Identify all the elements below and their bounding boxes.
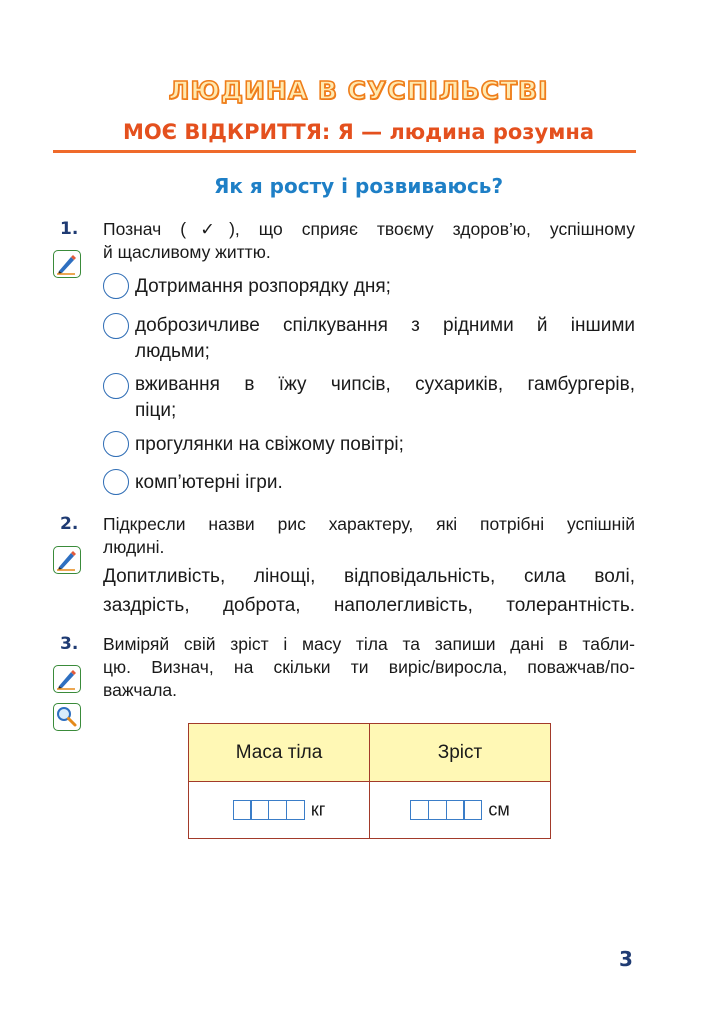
option-checkbox-3[interactable] — [103, 373, 129, 399]
task-2-number: 2. — [60, 514, 79, 534]
digit-box[interactable] — [410, 800, 429, 820]
option-4-text: прогулянки на свіжому повітрі; — [135, 434, 404, 455]
task-2-text — [103, 513, 635, 559]
option-checkbox-2[interactable] — [103, 313, 129, 339]
task-1-text — [103, 218, 635, 264]
table-header-height: Зріст — [370, 724, 551, 782]
character-traits — [103, 562, 635, 620]
task-3-number: 3. — [60, 634, 79, 654]
pencil-write-icon — [53, 546, 81, 574]
page-number: 3 — [619, 947, 633, 971]
mass-unit: кг — [310, 799, 326, 820]
digit-box[interactable] — [446, 800, 465, 820]
option-2-text — [135, 313, 635, 365]
task-2-line-1: Підкресли назви рис характеру, які потрібні успішній — [103, 514, 635, 534]
option-3-line-1: вживання в їжу чипсів, сухариків, гамбургерів, — [135, 374, 635, 395]
height-input-cell — [370, 782, 551, 839]
table-header-mass: Маса тіла — [189, 724, 370, 782]
magnifier-icon — [53, 703, 81, 731]
digit-box[interactable] — [268, 800, 287, 820]
option-5-text: комп’ютерні ігри. — [135, 472, 283, 493]
title-divider — [53, 150, 636, 153]
option-3-text — [135, 372, 635, 424]
mass-input-cell — [189, 782, 370, 839]
task-3-line-1: Виміряй свій зріст і масу тіла та запиши дані в табли- — [103, 634, 635, 654]
height-input-boxes[interactable] — [410, 800, 482, 820]
task-1-number: 1. — [60, 219, 79, 239]
task-1-line-1: Познач (✓), що сприяє твоєму здоров’ю, успішному — [103, 219, 635, 239]
digit-box[interactable] — [250, 800, 269, 820]
option-2-line-1: доброзичливе спілкування з рідними й іншими — [135, 315, 635, 336]
option-3-line-2: піци; — [135, 400, 177, 421]
measurement-table — [188, 723, 551, 839]
task-1-line-2: й щасливому життю. — [103, 242, 271, 262]
option-checkbox-1[interactable] — [103, 273, 129, 299]
pencil-write-icon — [53, 250, 81, 278]
task-3-line-3: важчала. — [103, 680, 177, 700]
traits-line-1: Допитливість, лінощі, відповідальність, сила волі, — [103, 566, 635, 587]
traits-line-2: заздрість, доброта, наполегливість, толерантність. — [103, 595, 635, 616]
task-3-text — [103, 633, 635, 702]
option-2-line-2: людьми; — [135, 341, 210, 362]
task-3-line-2: цю. Визнач, на скільки ти виріс/виросла, поважчав/по- — [103, 657, 635, 677]
mass-input-boxes[interactable] — [233, 800, 305, 820]
digit-box[interactable] — [428, 800, 447, 820]
lesson-title: МОЄ ВІДКРИТТЯ: Я — людина розумна — [122, 120, 595, 144]
section-title: ЛЮДИНА В СУСПІЛЬСТВІ — [168, 76, 549, 105]
digit-box[interactable] — [286, 800, 305, 820]
height-unit: см — [488, 799, 510, 820]
table-row — [189, 782, 551, 839]
pencil-write-icon — [53, 665, 81, 693]
page-subtitle: Як я росту і розвиваюсь? — [213, 174, 504, 198]
task-2-line-2: людині. — [103, 537, 165, 557]
option-checkbox-5[interactable] — [103, 469, 129, 495]
digit-box[interactable] — [463, 800, 482, 820]
digit-box[interactable] — [233, 800, 252, 820]
option-1-text: Дотримання розпорядку дня; — [135, 276, 391, 297]
option-checkbox-4[interactable] — [103, 431, 129, 457]
table-header-row — [189, 724, 551, 782]
